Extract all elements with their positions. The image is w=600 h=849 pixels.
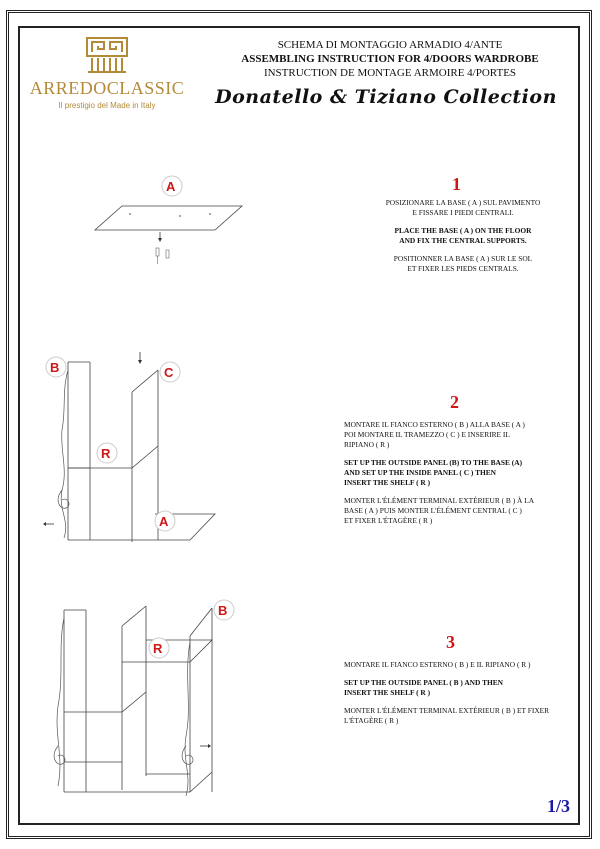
left-shelf	[64, 692, 146, 712]
central-panel	[122, 606, 146, 790]
step-2-en-line-2: AND SET UP THE INSIDE PANEL ( C ) THEN	[344, 468, 497, 477]
step-2-fr-line-3: ET FIXER L'ÉTAGÈRE ( R )	[344, 516, 433, 525]
step-3-it-line-1: MONTARE IL FIANCO ESTERNO ( B ) E IL RIPIANO ( R )	[344, 660, 531, 669]
inside-panel-c	[132, 370, 158, 542]
step-2-fr-line-2: BASE ( A ) PUIS MONTER L'ÉLÉMENT CENTRAL ( C )	[344, 506, 522, 515]
step-1-it-line-2: E FISSARE I PIEDI CENTRALI.	[412, 208, 514, 217]
step-2-label-r: R	[101, 446, 111, 461]
step-1-fr-line-2: ET FIXER LES PIEDS CENTRALS.	[407, 264, 519, 273]
step-1-en-line-2: AND FIX THE CENTRAL SUPPORTS.	[399, 236, 527, 245]
brand-tagline: Il prestigio del Made in Italy	[58, 101, 156, 110]
outside-panel-b	[190, 608, 212, 792]
step-3-label-r: R	[153, 641, 163, 656]
step-2-it-line-2: POI MONTARE IL TRAMEZZO ( C ) E INSERIRE IL	[344, 430, 510, 439]
step-3-fr-line-1: MONTER L'ÉLÉMENT TERMINAL EXTÉRIEUR ( B ) ET FIXER	[344, 706, 550, 715]
ornamental-leg-icon-right	[182, 642, 193, 796]
step-2-it-line-3: RIPIANO ( R )	[344, 440, 390, 449]
greek-key-logo-icon	[84, 36, 130, 74]
step-2-label-b: B	[50, 360, 60, 375]
ornamental-leg-icon-left	[54, 618, 65, 786]
central-support-feet	[156, 248, 169, 264]
step-1-en-line-1: PLACE THE BASE ( A ) ON THE FLOOR	[394, 226, 532, 235]
step-2-en-line-3: INSERT THE SHELF ( R )	[344, 478, 431, 487]
base-holes	[129, 213, 211, 217]
header-title-en: ASSEMBLING INSTRUCTION FOR 4/DOORS WARDROBE	[241, 53, 539, 65]
ornamental-leg-icon	[58, 370, 69, 538]
step-3-instructions	[344, 660, 580, 734]
header-title-it: SCHEMA DI MONTAGGIO ARMADIO 4/ANTE	[277, 39, 503, 51]
step-1-diagram	[70, 170, 260, 280]
step-3-en-line-2: INSERT THE SHELF ( R )	[344, 688, 431, 697]
brand-logo	[24, 36, 190, 120]
step-2-instructions	[344, 420, 574, 534]
header-title-fr: INSTRUCTION DE MONTAGE ARMOIRE 4/PORTES	[263, 67, 517, 79]
step-3-label-b: B	[218, 603, 228, 618]
step-3-diagram	[40, 596, 240, 806]
step-2-fr-line-1: MONTER L'ÉLÉMENT TERMINAL EXTÉRIEUR ( B ) À LA	[344, 496, 535, 505]
step-1-instructions	[358, 198, 568, 282]
step-2-number: 2	[450, 392, 459, 412]
document-header	[190, 38, 590, 80]
step-2-label-c: C	[164, 365, 174, 380]
step-1-fr-line-1: POSITIONNER LA BASE ( A ) SUR LE SOL	[393, 254, 533, 263]
step-2-en-line-1: SET UP THE OUTSIDE PANEL (B) TO THE BASE (A)	[344, 458, 523, 467]
step-2-it-line-1: MONTARE IL FIANCO ESTERNO ( B ) ALLA BASE ( A )	[344, 420, 525, 429]
step-2-label-a: A	[159, 514, 169, 529]
outside-panel-b	[68, 362, 90, 540]
base-panel	[95, 206, 242, 230]
step-1-it-line-1: POSIZIONARE LA BASE ( A ) SUL PAVIMENTO	[385, 198, 541, 207]
page-number: 1/3	[546, 796, 570, 816]
step-3-en-line-1: SET UP THE OUTSIDE PANEL ( B ) AND THEN	[344, 678, 504, 687]
step-1-number: 1	[452, 174, 461, 194]
step-3-number: 3	[446, 632, 455, 652]
collection-title: Donatello & Tiziano Collection	[215, 86, 557, 108]
left-outside-panel	[64, 610, 86, 792]
brand-name: ARREDOCLASSIC	[29, 78, 185, 98]
step-3-fr-line-2: L'ÉTAGÈRE ( R )	[344, 716, 399, 725]
step-2-diagram	[40, 350, 230, 550]
step-1-label-a: A	[166, 179, 176, 194]
